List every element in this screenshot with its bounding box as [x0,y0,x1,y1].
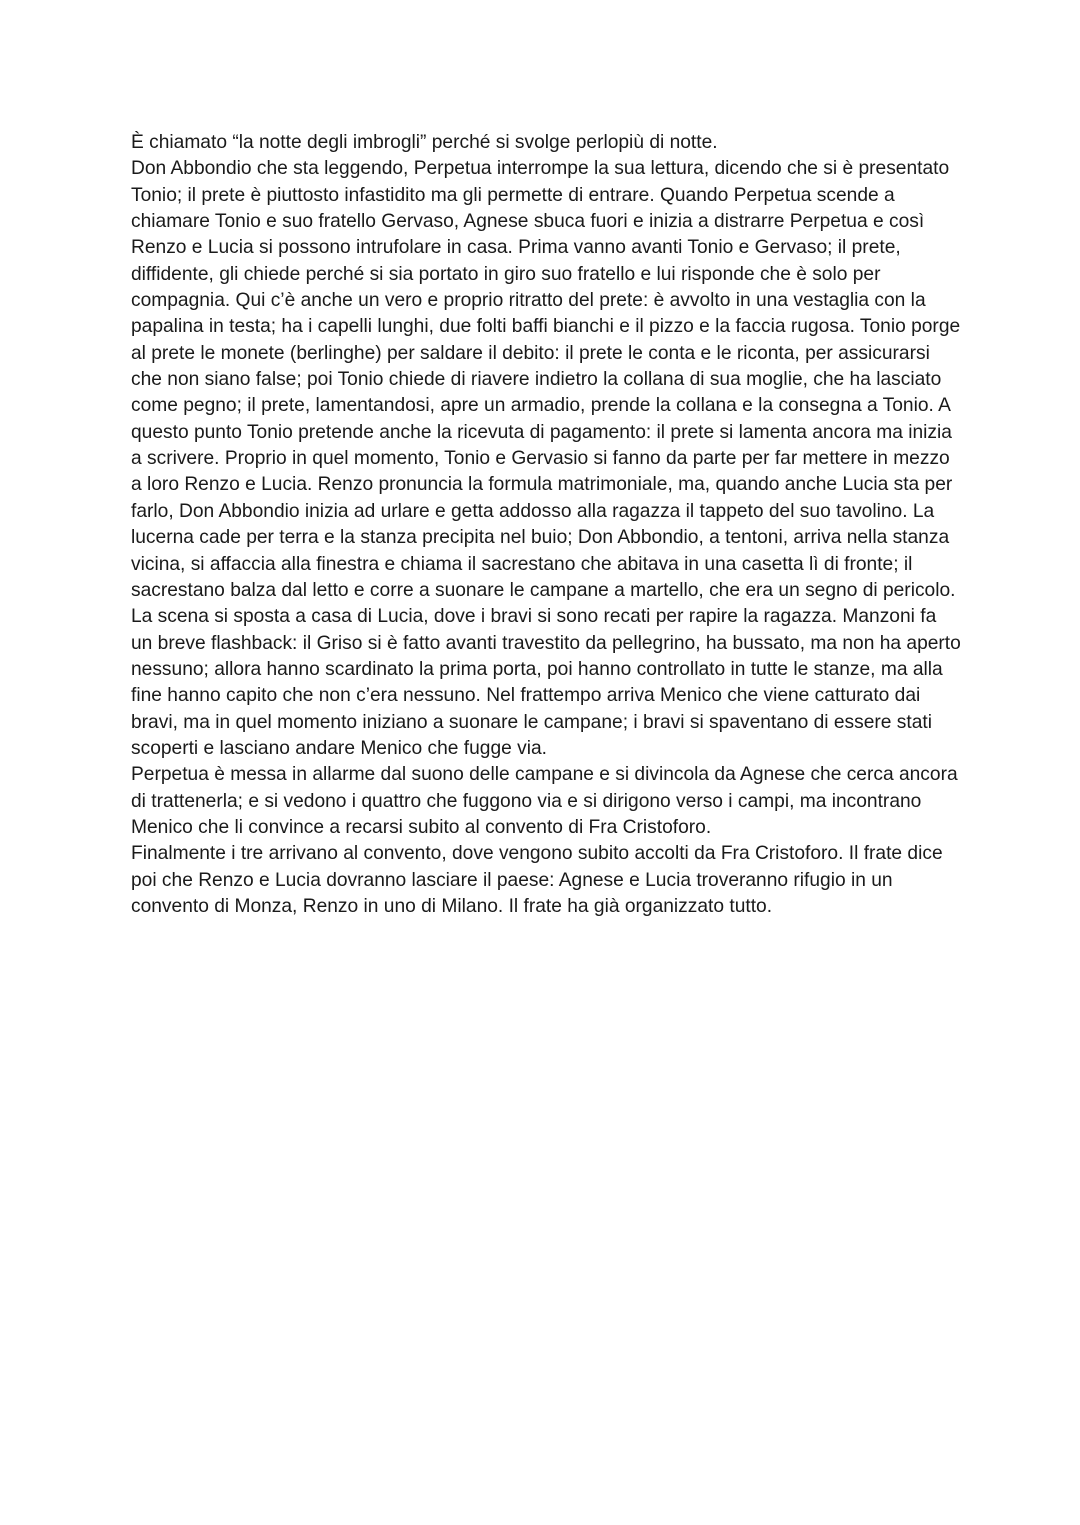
paragraph-convento: Finalmente i tre arrivano al convento, dove vengono subito accolti da Fra Cristoforo. Il frate dice poi che Renzo e Lucia dovranno lasciare il paese: Agnese e Lucia troveranno rifugio in un convento di Monza, Renzo in uno di Milano. Il frate ha già organizzato tutto. [131,843,943,917]
paragraph-don-abbondio: Don Abbondio che sta leggendo, Perpetua interrompe la sua lettura, dicendo che si è presentato Tonio; il prete è piuttosto infastidito ma gli permette di entrare. Quando Perpetua scende a chiamare Tonio e suo fratello Gervaso, Agnese sbuca fuori e inizia a distrarre Perpetua e così Renzo e Lucia si possono intrufolare in casa. Prima vanno avanti Tonio e Gervaso; il prete, diffidente, gli chiede perché si sia portato in giro suo fratello e lui risponde che è solo per compagnia. Qui c’è anche un vero e proprio ritratto del prete: è avvolto in una vestaglia con la papalina in testa; ha i capelli lunghi, due folti baffi bianchi e il pizzo e la faccia rugosa. Tonio porge al prete le monete (berlinghe) per saldare il debito: il prete le conta e le riconta, per assicurarsi che non siano false; poi Tonio chiede di riavere indietro la collana di sua moglie, che ha lasciato come pegno; il prete, lamentandosi, apre un armadio, prende la collana e la consegna a Tonio. A questo punto Tonio pretende anche la ricevuta di pagamento: il prete si lamenta ancora ma inizia a scrivere. Proprio in quel momento, Tonio e Gervasio si fanno da parte per far mettere in mezzo a loro Renzo e Lucia. Renzo pronuncia la formula matrimoniale, ma, quando anche Lucia sta per farlo, Don Abbondio inizia ad urlare e getta addosso alla ragazza il tappeto del suo tavolino. La lucerna cade per terra e la stanza precipita nel buio; Don Abbondio, a tentoni, arriva nella stanza vicina, si affaccia alla finestra e chiama il sacrestano che abitava in una casetta lì di fronte; il sacrestano balza dal letto e corre a suonare le campane a martello, che era un segno di pericolo. [131,158,961,601]
paragraph-intro: È chiamato “la notte degli imbrogli” perché si svolge perlopiù di notte. [131,132,718,153]
paragraph-casa-lucia: La scena si sposta a casa di Lucia, dove i bravi si sono recati per rapire la ragazza. Manzoni fa un breve flashback: il Griso si è fatto avanti travestito da pellegrino, ha bussato, ma non ha aperto nessuno; allora hanno scardinato la prima porta, poi hanno controllato in tutte le stanze, ma alla fine hanno capito che non c’era nessuno. Nel frattempo arriva Menico che viene catturato dai bravi, ma in quel momento iniziano a suonare le campane; i bravi si spaventano di essere stati scoperti e lasciano andare Menico che fugge via. [131,606,961,759]
document-body [131,130,961,920]
paragraph-perpetua: Perpetua è messa in allarme dal suono delle campane e si divincola da Agnese che cerca ancora di trattenerla; e si vedono i quattro che fuggono via e si dirigono verso i campi, ma incontrano Menico che li convince a recarsi subito al convento di Fra Cristoforo. [131,764,958,838]
